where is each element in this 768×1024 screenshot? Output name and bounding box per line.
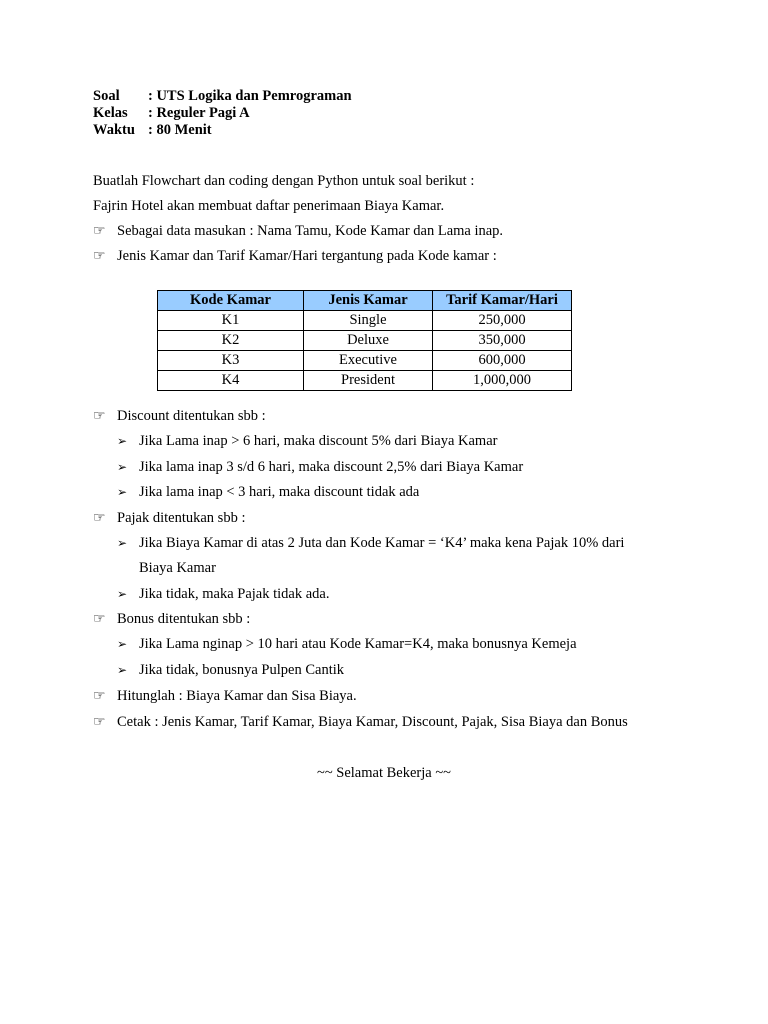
header-value: : Reguler Pagi A bbox=[148, 105, 250, 121]
bullet-hitung bbox=[93, 687, 357, 705]
table-cell: 1,000,000 bbox=[433, 371, 572, 391]
arrowhead-icon: ➢ bbox=[117, 434, 128, 448]
item-text: Jika lama inap 3 s/d 6 hari, maka discount 2,5% dari Biaya Kamar bbox=[139, 459, 524, 475]
pointing-hand-icon: ☞ bbox=[93, 223, 106, 239]
bullet-cetak bbox=[93, 713, 628, 731]
bullet-text: Discount ditentukan sbb : bbox=[117, 408, 266, 424]
bullet-text: Hitunglah : Biaya Kamar dan Sisa Biaya. bbox=[117, 688, 357, 704]
table-cell: 350,000 bbox=[433, 331, 572, 351]
discount-item bbox=[117, 483, 419, 501]
pointing-hand-icon: ☞ bbox=[93, 611, 106, 627]
table-row bbox=[158, 311, 572, 331]
table-row bbox=[158, 351, 572, 371]
item-text: Jika tidak, maka Pajak tidak ada. bbox=[139, 586, 330, 602]
table-header-jenis: Jenis Kamar bbox=[304, 291, 433, 311]
pajak-item bbox=[117, 534, 624, 552]
bullet-pajak bbox=[93, 509, 245, 527]
intro-case: Fajrin Hotel akan membuat daftar penerimaan Biaya Kamar. bbox=[93, 198, 445, 214]
discount-item bbox=[117, 432, 497, 450]
pointing-hand-icon: ☞ bbox=[93, 248, 106, 264]
table-row bbox=[158, 331, 572, 351]
bullet-bonus bbox=[93, 610, 250, 628]
bullet-text: Sebagai data masukan : Nama Tamu, Kode Kamar dan Lama inap. bbox=[117, 223, 504, 239]
item-text: Jika Biaya Kamar di atas 2 Juta dan Kode Kamar = ‘K4’ maka kena Pajak 10% dari bbox=[139, 535, 625, 551]
header-label: Waktu bbox=[93, 122, 135, 138]
header-row-kelas bbox=[93, 105, 352, 122]
arrowhead-icon: ➢ bbox=[117, 536, 128, 550]
arrowhead-icon: ➢ bbox=[117, 485, 128, 499]
bullet-text: Cetak : Jenis Kamar, Tarif Kamar, Biaya Kamar, Discount, Pajak, Sisa Biaya dan Bonus bbox=[117, 714, 628, 730]
table-cell: 600,000 bbox=[433, 351, 572, 371]
pointing-hand-icon: ☞ bbox=[93, 510, 106, 526]
table-cell: Single bbox=[304, 311, 433, 331]
table-row bbox=[158, 371, 572, 391]
bullet-text: Jenis Kamar dan Tarif Kamar/Hari tergantung pada Kode kamar : bbox=[117, 248, 497, 264]
discount-item bbox=[117, 458, 523, 476]
table-cell: 250,000 bbox=[433, 311, 572, 331]
item-text: Jika Lama nginap > 10 hari atau Kode Kamar=K4, maka bonusnya Kemeja bbox=[139, 636, 577, 652]
arrowhead-icon: ➢ bbox=[117, 637, 128, 651]
exam-header bbox=[93, 88, 352, 139]
table-header-tarif: Tarif Kamar/Hari bbox=[433, 291, 572, 311]
bullet-jenis bbox=[93, 247, 497, 265]
arrowhead-icon: ➢ bbox=[117, 587, 128, 601]
arrowhead-icon: ➢ bbox=[117, 663, 128, 677]
item-text: Jika Lama inap > 6 hari, maka discount 5% dari Biaya Kamar bbox=[139, 433, 498, 449]
table-header-row bbox=[158, 291, 572, 311]
table-header-kode: Kode Kamar bbox=[158, 291, 304, 311]
table-cell: K4 bbox=[158, 371, 304, 391]
table-cell: Deluxe bbox=[304, 331, 433, 351]
header-value: : UTS Logika dan Pemrograman bbox=[148, 88, 352, 104]
pointing-hand-icon: ☞ bbox=[93, 408, 106, 424]
header-value: : 80 Menit bbox=[148, 122, 212, 138]
tarif-table bbox=[157, 290, 572, 391]
table-cell: K1 bbox=[158, 311, 304, 331]
table-cell: K3 bbox=[158, 351, 304, 371]
pointing-hand-icon: ☞ bbox=[93, 714, 106, 730]
bullet-discount bbox=[93, 407, 266, 425]
bullet-text: Pajak ditentukan sbb : bbox=[117, 510, 246, 526]
arrowhead-icon: ➢ bbox=[117, 460, 128, 474]
pajak-item-continued: Biaya Kamar bbox=[139, 560, 216, 576]
intro-instruction: Buatlah Flowchart dan coding dengan Python untuk soal berikut : bbox=[93, 173, 475, 189]
item-text: Jika lama inap < 3 hari, maka discount tidak ada bbox=[139, 484, 420, 500]
header-label: Kelas bbox=[93, 105, 128, 121]
pajak-item bbox=[117, 585, 329, 603]
table-cell: K2 bbox=[158, 331, 304, 351]
header-label: Soal bbox=[93, 88, 120, 104]
bullet-input bbox=[93, 222, 503, 240]
bonus-item bbox=[117, 635, 577, 653]
header-row-soal bbox=[93, 88, 352, 105]
table-cell: Executive bbox=[304, 351, 433, 371]
bonus-item bbox=[117, 661, 344, 679]
header-row-waktu bbox=[93, 122, 352, 139]
item-text: Jika tidak, bonusnya Pulpen Cantik bbox=[139, 662, 344, 678]
closing-message: ~~ Selamat Bekerja ~~ bbox=[316, 765, 452, 781]
bullet-text: Bonus ditentukan sbb : bbox=[117, 611, 251, 627]
table-cell: President bbox=[304, 371, 433, 391]
pointing-hand-icon: ☞ bbox=[93, 688, 106, 704]
